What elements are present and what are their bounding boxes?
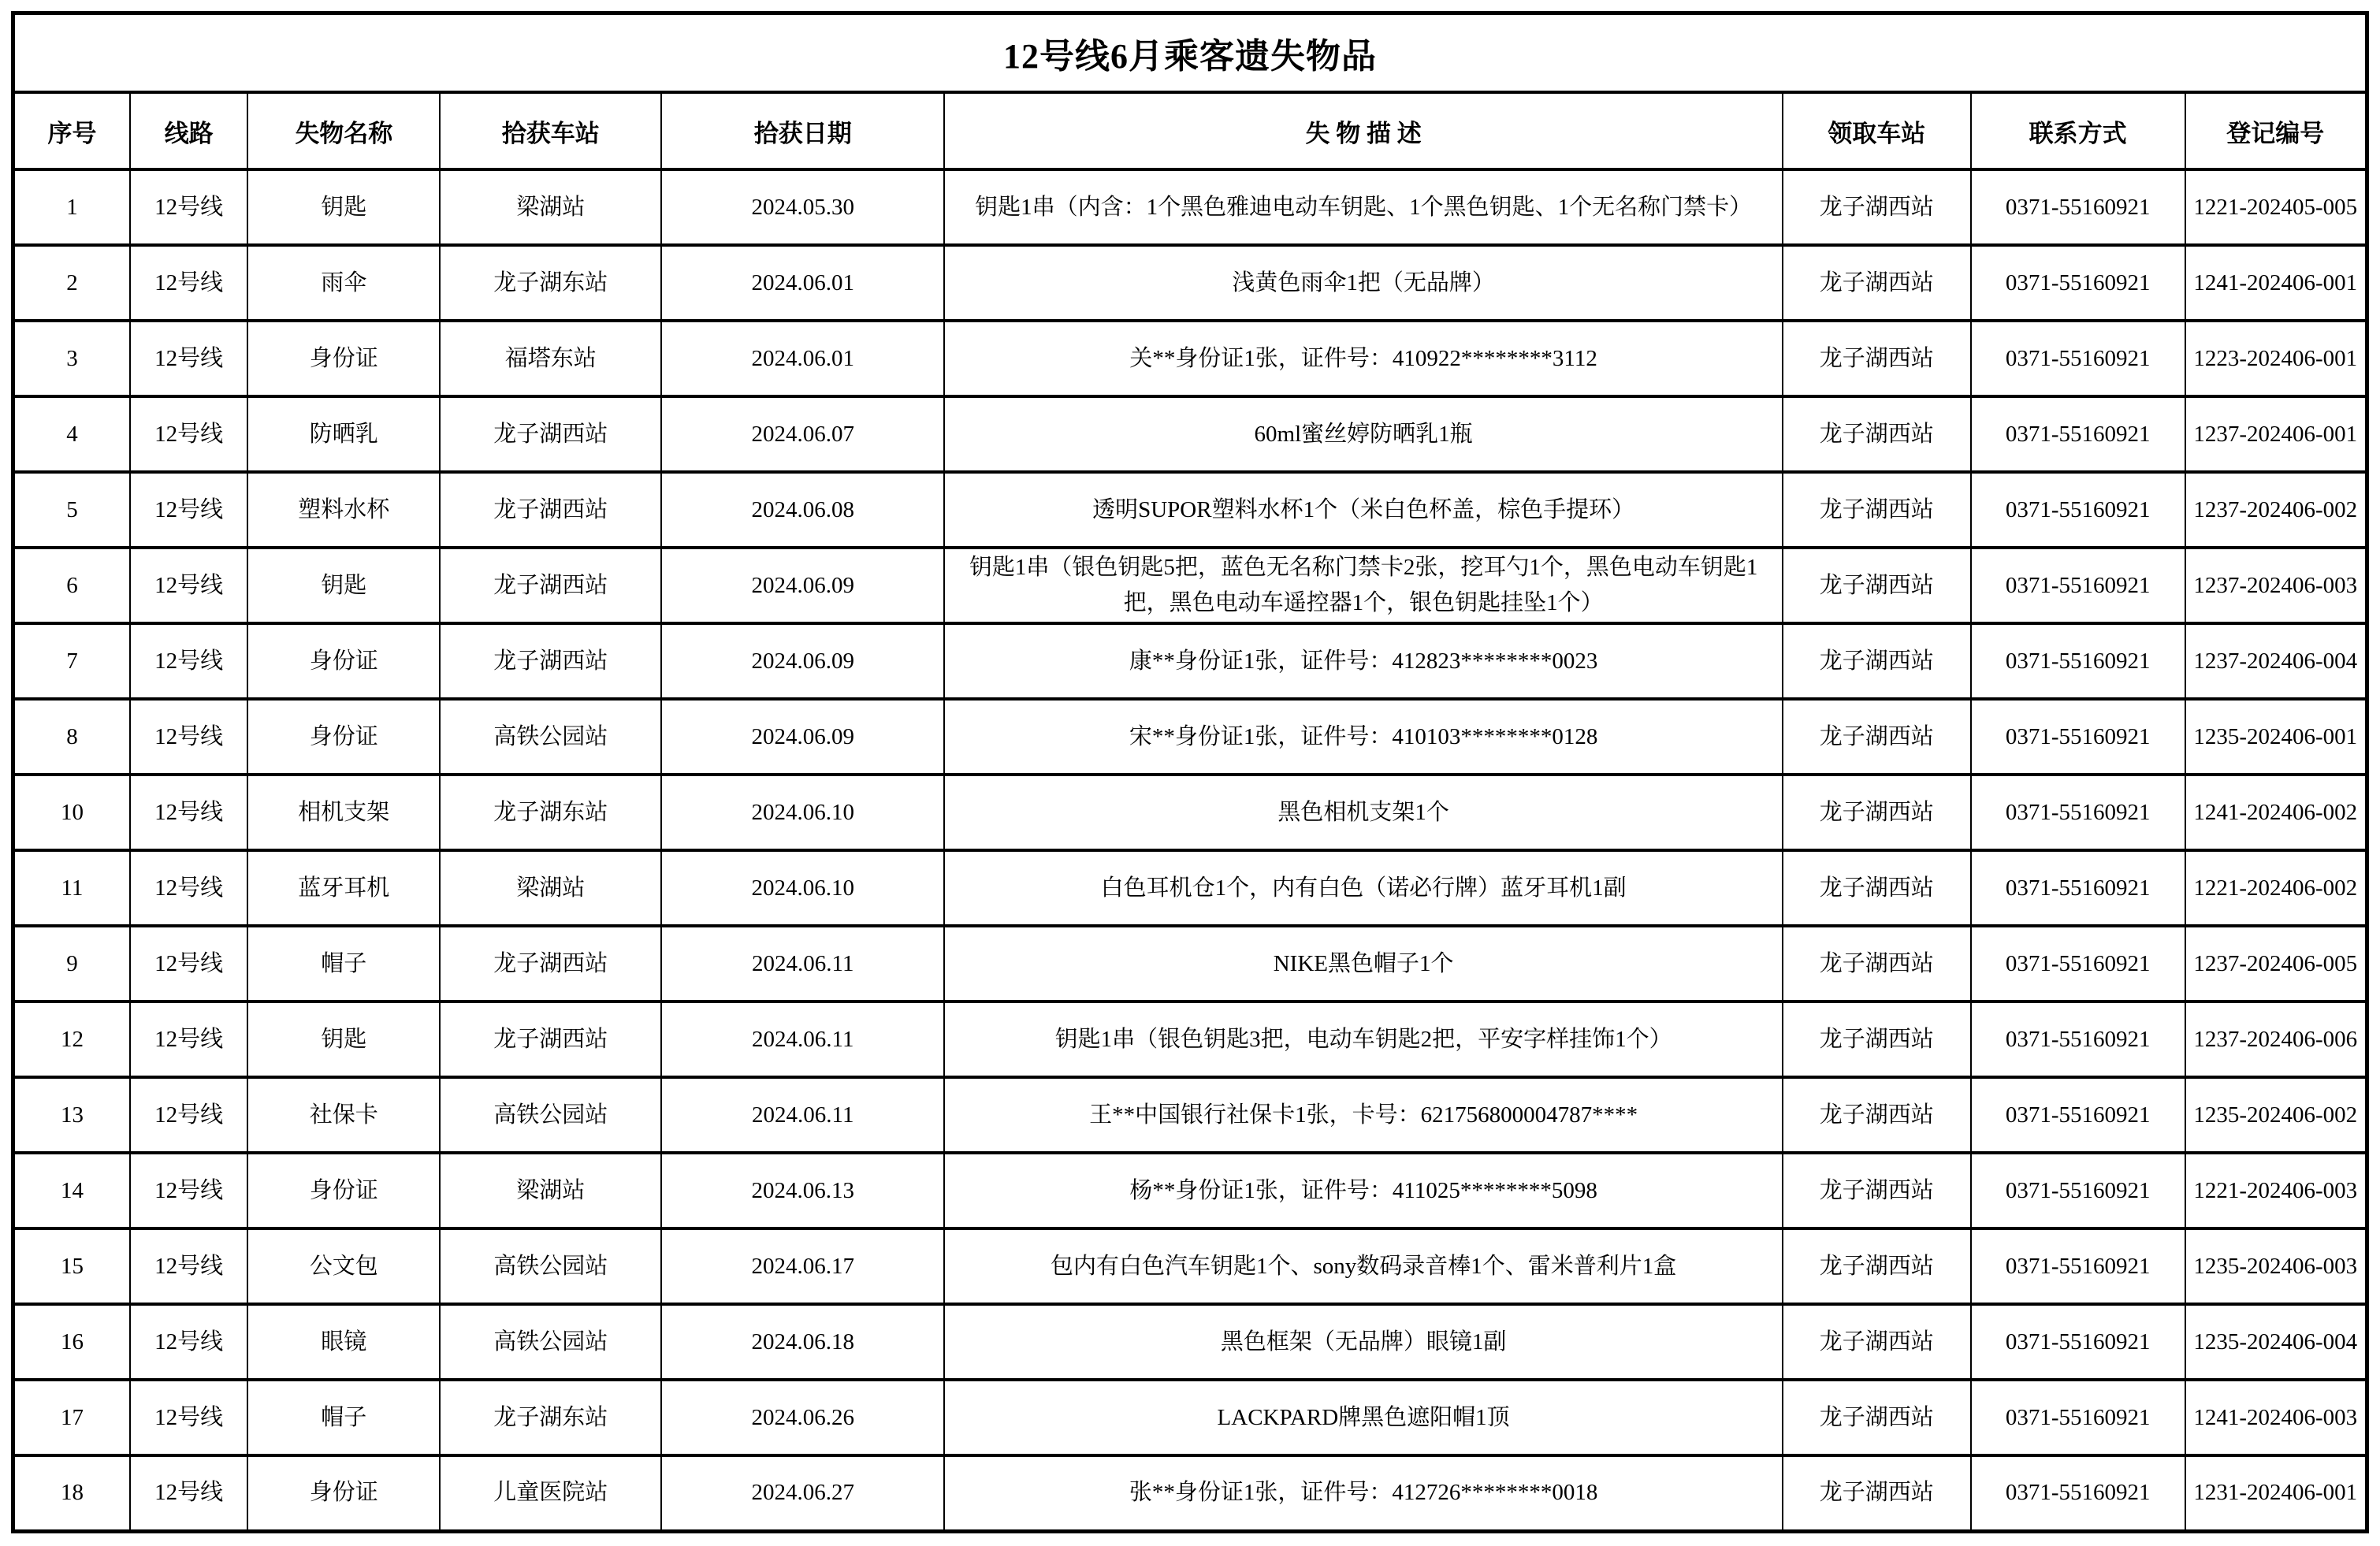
cell-line: 12号线 bbox=[130, 245, 247, 321]
column-header-found-date: 拾获日期 bbox=[661, 92, 944, 169]
cell-pickup-station: 龙子湖西站 bbox=[1783, 1153, 1971, 1228]
cell-reg-no: 1221-202406-002 bbox=[2185, 850, 2367, 926]
cell-reg-no: 1241-202406-003 bbox=[2185, 1380, 2367, 1455]
cell-reg-no: 1237-202406-005 bbox=[2185, 926, 2367, 1002]
column-header-item-name: 失物名称 bbox=[247, 92, 440, 169]
cell-found-station: 龙子湖西站 bbox=[440, 396, 661, 472]
cell-item-name: 身份证 bbox=[247, 623, 440, 699]
cell-reg-no: 1223-202406-001 bbox=[2185, 321, 2367, 396]
cell-found-station: 高铁公园站 bbox=[440, 1304, 661, 1380]
cell-found-date: 2024.06.10 bbox=[661, 850, 944, 926]
cell-description: 宋**身份证1张，证件号：410103********0128 bbox=[944, 699, 1782, 775]
column-header-found-station: 拾获车站 bbox=[440, 92, 661, 169]
cell-item-name: 塑料水杯 bbox=[247, 472, 440, 548]
cell-found-station: 龙子湖东站 bbox=[440, 245, 661, 321]
column-header-pickup-station: 领取车站 bbox=[1783, 92, 1971, 169]
cell-found-date: 2024.05.30 bbox=[661, 169, 944, 245]
cell-item-name: 蓝牙耳机 bbox=[247, 850, 440, 926]
cell-description: 康**身份证1张，证件号：412823********0023 bbox=[944, 623, 1782, 699]
cell-line: 12号线 bbox=[130, 1077, 247, 1153]
cell-description: 钥匙1串（银色钥匙3把，电动车钥匙2把，平安字样挂饰1个） bbox=[944, 1002, 1782, 1077]
cell-item-name: 帽子 bbox=[247, 926, 440, 1002]
cell-reg-no: 1235-202406-001 bbox=[2185, 699, 2367, 775]
cell-description: LACKPARD牌黑色遮阳帽1顶 bbox=[944, 1380, 1782, 1455]
cell-line: 12号线 bbox=[130, 472, 247, 548]
cell-no: 1 bbox=[13, 169, 130, 245]
table-row bbox=[13, 926, 2367, 1002]
cell-found-station: 梁湖站 bbox=[440, 1153, 661, 1228]
cell-no: 14 bbox=[13, 1153, 130, 1228]
table-row bbox=[13, 472, 2367, 548]
cell-found-station: 龙子湖东站 bbox=[440, 1380, 661, 1455]
cell-line: 12号线 bbox=[130, 850, 247, 926]
cell-no: 17 bbox=[13, 1380, 130, 1455]
cell-found-station: 龙子湖西站 bbox=[440, 623, 661, 699]
cell-description: 透明SUPOR塑料水杯1个（米白色杯盖，棕色手提环） bbox=[944, 472, 1782, 548]
cell-no: 11 bbox=[13, 850, 130, 926]
column-header-reg-no: 登记编号 bbox=[2185, 92, 2367, 169]
cell-found-date: 2024.06.26 bbox=[661, 1380, 944, 1455]
table-row bbox=[13, 850, 2367, 926]
table-row bbox=[13, 775, 2367, 850]
column-header-row bbox=[13, 92, 2367, 169]
cell-reg-no: 1237-202406-002 bbox=[2185, 472, 2367, 548]
cell-line: 12号线 bbox=[130, 548, 247, 623]
cell-found-date: 2024.06.17 bbox=[661, 1228, 944, 1304]
cell-no: 3 bbox=[13, 321, 130, 396]
cell-contact: 0371-55160921 bbox=[1971, 245, 2185, 321]
cell-pickup-station: 龙子湖西站 bbox=[1783, 1304, 1971, 1380]
cell-description: 包内有白色汽车钥匙1个、sony数码录音棒1个、雷米普利片1盒 bbox=[944, 1228, 1782, 1304]
cell-description: 关**身份证1张，证件号：410922********3112 bbox=[944, 321, 1782, 396]
cell-found-date: 2024.06.08 bbox=[661, 472, 944, 548]
cell-found-station: 龙子湖西站 bbox=[440, 1002, 661, 1077]
cell-contact: 0371-55160921 bbox=[1971, 1380, 2185, 1455]
cell-contact: 0371-55160921 bbox=[1971, 396, 2185, 472]
cell-pickup-station: 龙子湖西站 bbox=[1783, 699, 1971, 775]
cell-item-name: 眼镜 bbox=[247, 1304, 440, 1380]
cell-pickup-station: 龙子湖西站 bbox=[1783, 1455, 1971, 1531]
column-header-no: 序号 bbox=[13, 92, 130, 169]
cell-reg-no: 1221-202406-003 bbox=[2185, 1153, 2367, 1228]
cell-reg-no: 1237-202406-006 bbox=[2185, 1002, 2367, 1077]
cell-reg-no: 1235-202406-002 bbox=[2185, 1077, 2367, 1153]
cell-reg-no: 1235-202406-003 bbox=[2185, 1228, 2367, 1304]
lost-items-table bbox=[11, 11, 2369, 1533]
cell-contact: 0371-55160921 bbox=[1971, 1077, 2185, 1153]
cell-found-date: 2024.06.07 bbox=[661, 396, 944, 472]
table-row bbox=[13, 623, 2367, 699]
cell-no: 2 bbox=[13, 245, 130, 321]
cell-found-station: 高铁公园站 bbox=[440, 1228, 661, 1304]
table-row bbox=[13, 1455, 2367, 1531]
cell-found-date: 2024.06.18 bbox=[661, 1304, 944, 1380]
cell-reg-no: 1237-202406-001 bbox=[2185, 396, 2367, 472]
cell-item-name: 钥匙 bbox=[247, 169, 440, 245]
cell-found-date: 2024.06.10 bbox=[661, 775, 944, 850]
cell-item-name: 身份证 bbox=[247, 1153, 440, 1228]
cell-pickup-station: 龙子湖西站 bbox=[1783, 321, 1971, 396]
cell-line: 12号线 bbox=[130, 775, 247, 850]
cell-contact: 0371-55160921 bbox=[1971, 472, 2185, 548]
cell-found-date: 2024.06.11 bbox=[661, 1077, 944, 1153]
table-row bbox=[13, 169, 2367, 245]
cell-line: 12号线 bbox=[130, 1153, 247, 1228]
cell-found-date: 2024.06.01 bbox=[661, 245, 944, 321]
cell-pickup-station: 龙子湖西站 bbox=[1783, 926, 1971, 1002]
cell-no: 9 bbox=[13, 926, 130, 1002]
cell-line: 12号线 bbox=[130, 321, 247, 396]
cell-no: 8 bbox=[13, 699, 130, 775]
cell-item-name: 钥匙 bbox=[247, 1002, 440, 1077]
cell-no: 4 bbox=[13, 396, 130, 472]
table-row bbox=[13, 1077, 2367, 1153]
cell-line: 12号线 bbox=[130, 699, 247, 775]
cell-contact: 0371-55160921 bbox=[1971, 926, 2185, 1002]
cell-pickup-station: 龙子湖西站 bbox=[1783, 396, 1971, 472]
cell-line: 12号线 bbox=[130, 169, 247, 245]
page-title: 12号线6月乘客遗失物品 bbox=[13, 13, 2367, 93]
cell-pickup-station: 龙子湖西站 bbox=[1783, 1228, 1971, 1304]
cell-line: 12号线 bbox=[130, 1002, 247, 1077]
cell-found-date: 2024.06.13 bbox=[661, 1153, 944, 1228]
cell-description: NIKE黑色帽子1个 bbox=[944, 926, 1782, 1002]
cell-contact: 0371-55160921 bbox=[1971, 850, 2185, 926]
cell-line: 12号线 bbox=[130, 396, 247, 472]
table-row bbox=[13, 396, 2367, 472]
cell-description: 浅黄色雨伞1把（无品牌） bbox=[944, 245, 1782, 321]
cell-found-station: 龙子湖东站 bbox=[440, 775, 661, 850]
cell-found-station: 龙子湖西站 bbox=[440, 472, 661, 548]
cell-pickup-station: 龙子湖西站 bbox=[1783, 245, 1971, 321]
cell-found-date: 2024.06.09 bbox=[661, 623, 944, 699]
cell-description: 王**中国银行社保卡1张，卡号：621756800004787**** bbox=[944, 1077, 1782, 1153]
cell-item-name: 身份证 bbox=[247, 321, 440, 396]
cell-no: 13 bbox=[13, 1077, 130, 1153]
cell-description: 钥匙1串（银色钥匙5把，蓝色无名称门禁卡2张，挖耳勺1个，黑色电动车钥匙1把，黑色电动车遥控器1个，银色钥匙挂坠1个） bbox=[944, 548, 1782, 623]
cell-no: 10 bbox=[13, 775, 130, 850]
cell-found-date: 2024.06.11 bbox=[661, 1002, 944, 1077]
cell-pickup-station: 龙子湖西站 bbox=[1783, 472, 1971, 548]
cell-pickup-station: 龙子湖西站 bbox=[1783, 169, 1971, 245]
table-row bbox=[13, 548, 2367, 623]
cell-found-date: 2024.06.09 bbox=[661, 548, 944, 623]
cell-pickup-station: 龙子湖西站 bbox=[1783, 1077, 1971, 1153]
cell-line: 12号线 bbox=[130, 1228, 247, 1304]
cell-description: 杨**身份证1张，证件号：411025********5098 bbox=[944, 1153, 1782, 1228]
column-header-contact: 联系方式 bbox=[1971, 92, 2185, 169]
cell-description: 白色耳机仓1个，内有白色（诺必行牌）蓝牙耳机1副 bbox=[944, 850, 1782, 926]
table-row bbox=[13, 1228, 2367, 1304]
cell-description: 钥匙1串（内含：1个黑色雅迪电动车钥匙、1个黑色钥匙、1个无名称门禁卡） bbox=[944, 169, 1782, 245]
cell-description: 黑色框架（无品牌）眼镜1副 bbox=[944, 1304, 1782, 1380]
cell-no: 15 bbox=[13, 1228, 130, 1304]
cell-reg-no: 1237-202406-003 bbox=[2185, 548, 2367, 623]
cell-contact: 0371-55160921 bbox=[1971, 1002, 2185, 1077]
cell-contact: 0371-55160921 bbox=[1971, 1304, 2185, 1380]
title-row bbox=[13, 13, 2367, 93]
cell-found-date: 2024.06.11 bbox=[661, 926, 944, 1002]
cell-found-station: 儿童医院站 bbox=[440, 1455, 661, 1531]
cell-contact: 0371-55160921 bbox=[1971, 1455, 2185, 1531]
cell-no: 7 bbox=[13, 623, 130, 699]
cell-contact: 0371-55160921 bbox=[1971, 1153, 2185, 1228]
cell-pickup-station: 龙子湖西站 bbox=[1783, 775, 1971, 850]
cell-found-station: 梁湖站 bbox=[440, 169, 661, 245]
column-header-line: 线路 bbox=[130, 92, 247, 169]
table-row bbox=[13, 1304, 2367, 1380]
table-row bbox=[13, 245, 2367, 321]
cell-item-name: 防晒乳 bbox=[247, 396, 440, 472]
cell-no: 16 bbox=[13, 1304, 130, 1380]
cell-item-name: 社保卡 bbox=[247, 1077, 440, 1153]
cell-line: 12号线 bbox=[130, 623, 247, 699]
cell-reg-no: 1231-202406-001 bbox=[2185, 1455, 2367, 1531]
cell-found-date: 2024.06.09 bbox=[661, 699, 944, 775]
cell-reg-no: 1241-202406-001 bbox=[2185, 245, 2367, 321]
cell-contact: 0371-55160921 bbox=[1971, 548, 2185, 623]
cell-found-station: 高铁公园站 bbox=[440, 699, 661, 775]
cell-line: 12号线 bbox=[130, 926, 247, 1002]
table-row bbox=[13, 1380, 2367, 1455]
cell-found-station: 梁湖站 bbox=[440, 850, 661, 926]
column-header-description: 失 物 描 述 bbox=[944, 92, 1782, 169]
cell-no: 12 bbox=[13, 1002, 130, 1077]
cell-no: 6 bbox=[13, 548, 130, 623]
cell-reg-no: 1235-202406-004 bbox=[2185, 1304, 2367, 1380]
cell-pickup-station: 龙子湖西站 bbox=[1783, 623, 1971, 699]
cell-item-name: 钥匙 bbox=[247, 548, 440, 623]
cell-found-station: 高铁公园站 bbox=[440, 1077, 661, 1153]
table-row bbox=[13, 699, 2367, 775]
cell-contact: 0371-55160921 bbox=[1971, 699, 2185, 775]
cell-reg-no: 1241-202406-002 bbox=[2185, 775, 2367, 850]
cell-contact: 0371-55160921 bbox=[1971, 623, 2185, 699]
cell-line: 12号线 bbox=[130, 1380, 247, 1455]
cell-line: 12号线 bbox=[130, 1455, 247, 1531]
table-row bbox=[13, 1153, 2367, 1228]
cell-found-station: 福塔东站 bbox=[440, 321, 661, 396]
cell-item-name: 雨伞 bbox=[247, 245, 440, 321]
cell-pickup-station: 龙子湖西站 bbox=[1783, 548, 1971, 623]
cell-item-name: 身份证 bbox=[247, 1455, 440, 1531]
cell-contact: 0371-55160921 bbox=[1971, 169, 2185, 245]
cell-found-date: 2024.06.01 bbox=[661, 321, 944, 396]
cell-description: 60ml蜜丝婷防晒乳1瓶 bbox=[944, 396, 1782, 472]
cell-no: 18 bbox=[13, 1455, 130, 1531]
cell-found-station: 龙子湖西站 bbox=[440, 548, 661, 623]
cell-reg-no: 1221-202405-005 bbox=[2185, 169, 2367, 245]
cell-description: 黑色相机支架1个 bbox=[944, 775, 1782, 850]
cell-contact: 0371-55160921 bbox=[1971, 1228, 2185, 1304]
cell-item-name: 帽子 bbox=[247, 1380, 440, 1455]
cell-pickup-station: 龙子湖西站 bbox=[1783, 1002, 1971, 1077]
table-row bbox=[13, 1002, 2367, 1077]
cell-item-name: 相机支架 bbox=[247, 775, 440, 850]
cell-reg-no: 1237-202406-004 bbox=[2185, 623, 2367, 699]
cell-no: 5 bbox=[13, 472, 130, 548]
cell-found-date: 2024.06.27 bbox=[661, 1455, 944, 1531]
cell-item-name: 公文包 bbox=[247, 1228, 440, 1304]
cell-description: 张**身份证1张，证件号：412726********0018 bbox=[944, 1455, 1782, 1531]
cell-pickup-station: 龙子湖西站 bbox=[1783, 850, 1971, 926]
cell-line: 12号线 bbox=[130, 1304, 247, 1380]
cell-pickup-station: 龙子湖西站 bbox=[1783, 1380, 1971, 1455]
cell-item-name: 身份证 bbox=[247, 699, 440, 775]
cell-contact: 0371-55160921 bbox=[1971, 321, 2185, 396]
cell-contact: 0371-55160921 bbox=[1971, 775, 2185, 850]
cell-found-station: 龙子湖西站 bbox=[440, 926, 661, 1002]
table-row bbox=[13, 321, 2367, 396]
